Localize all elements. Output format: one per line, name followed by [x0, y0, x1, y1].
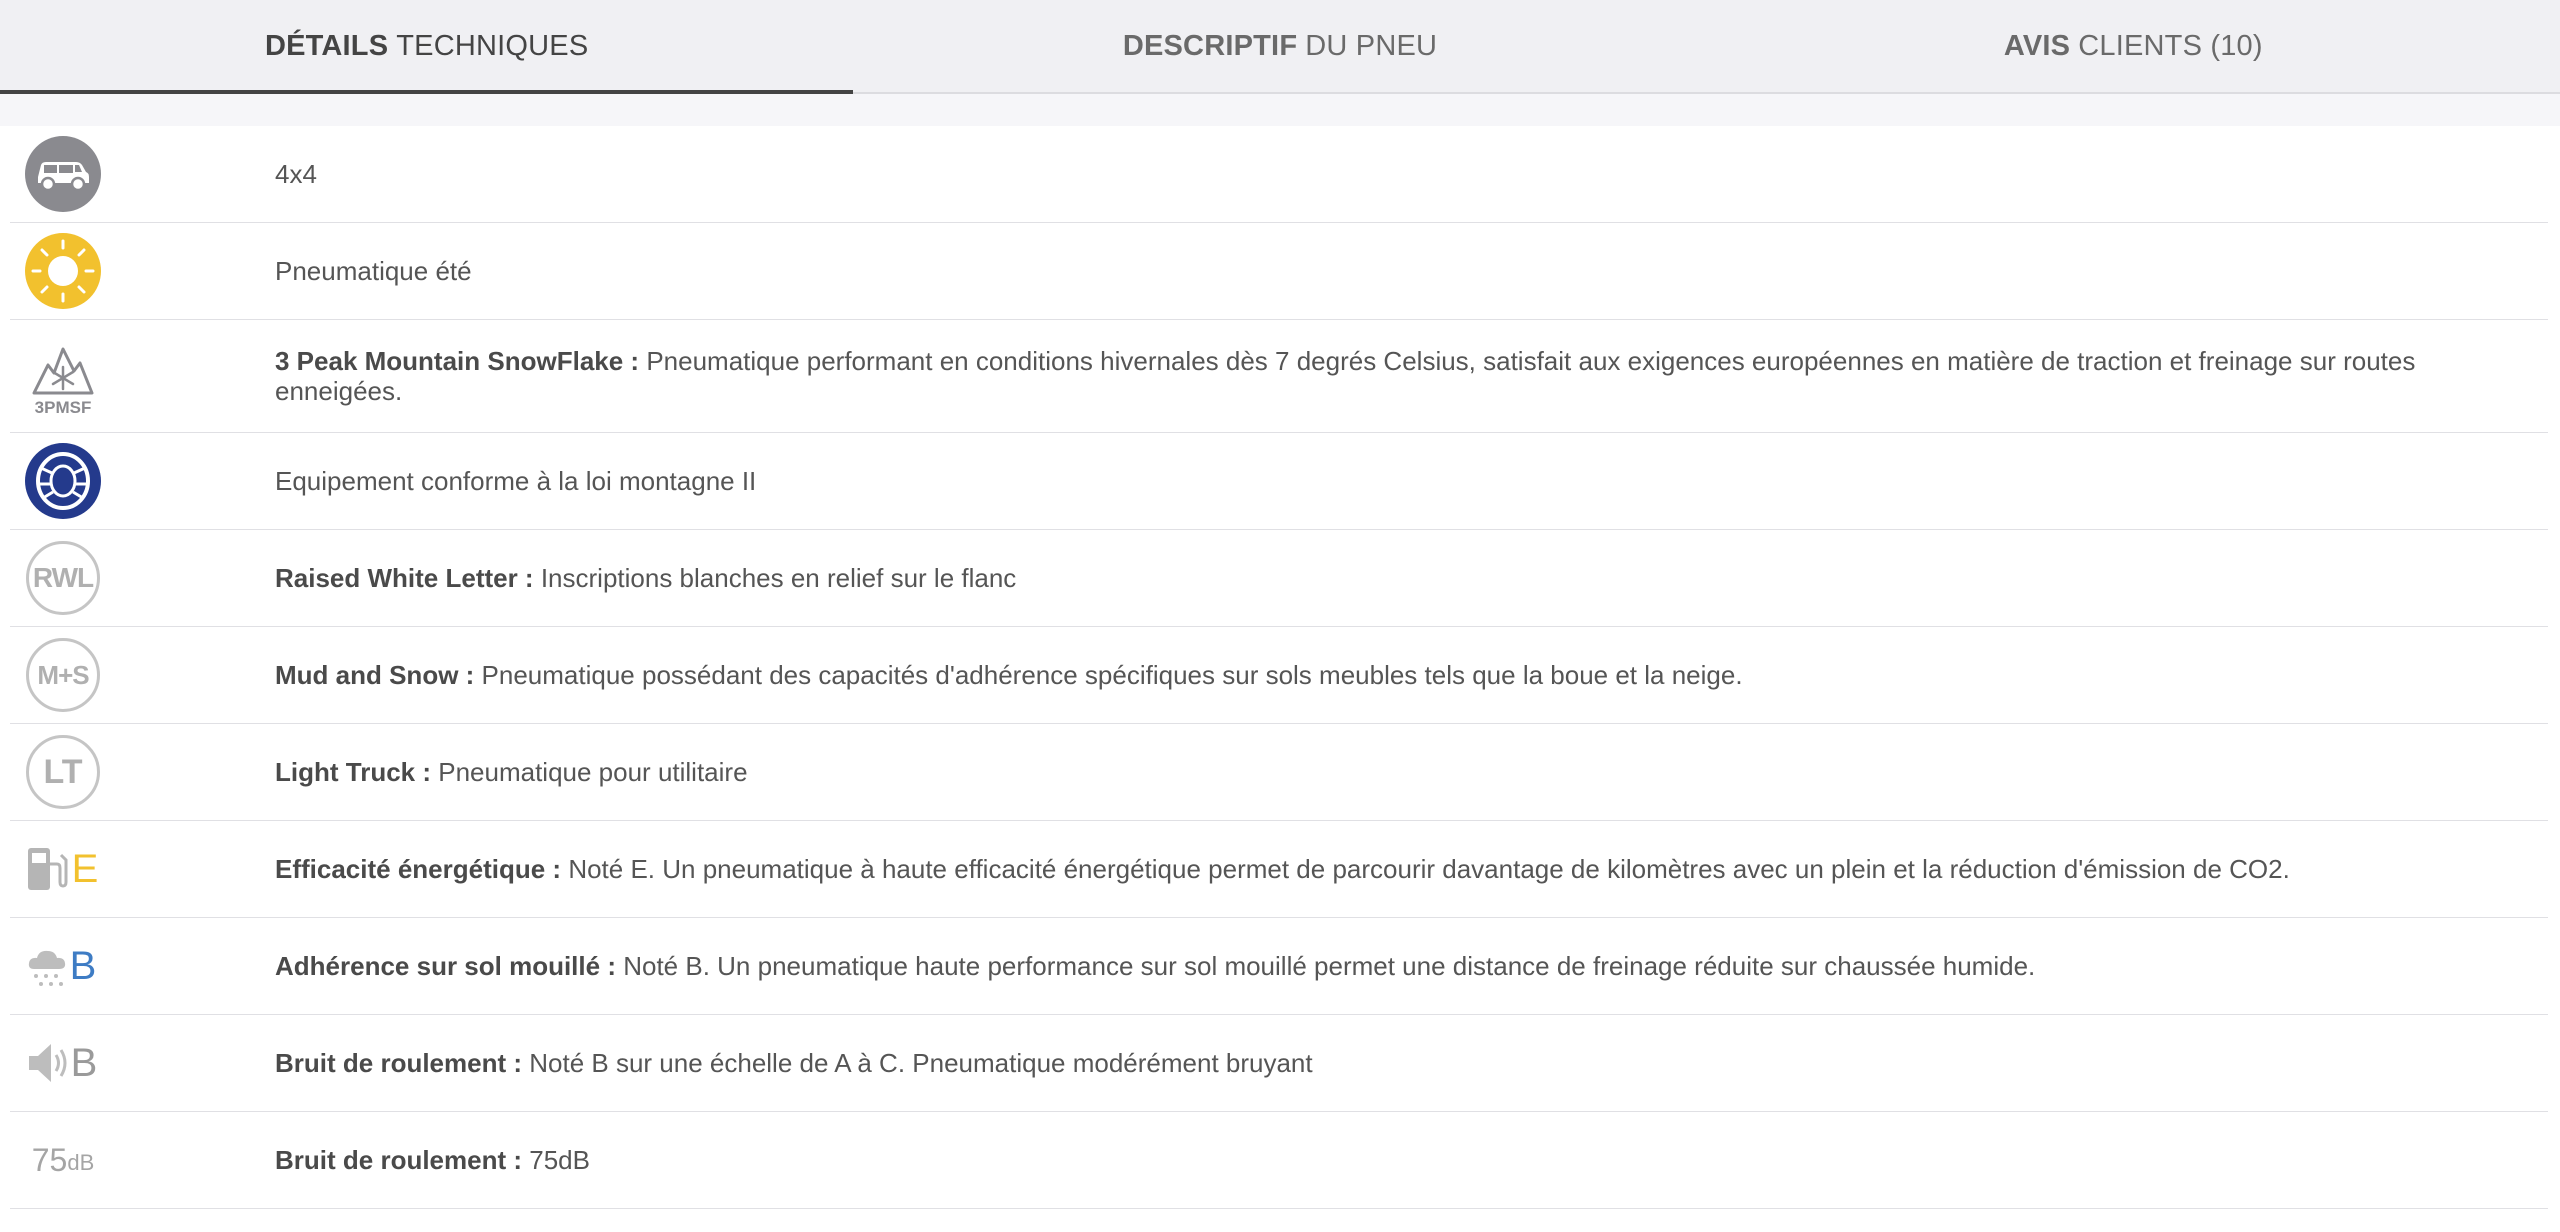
noise-grade: B [70, 1040, 98, 1085]
detail-row-mud-snow [10, 627, 2548, 724]
suv-icon [22, 133, 104, 215]
detail-row-3pmsf [10, 320, 2548, 433]
detail-row-rwl [10, 530, 2548, 627]
tab-descriptif-du-pneu[interactable]: DESCRIPTIF DU PNEU [1122, 29, 1438, 62]
technical-details-list [0, 126, 2560, 1209]
detail-text: Pneumatique été [275, 256, 472, 286]
detail-text: 3 Peak Mountain SnowFlake : Pneumatique performant en conditions hivernales dès 7 degrés Celsius, satisfait aux exigences européennes en matière de traction et freinage sur routes enneigées. [275, 346, 2416, 406]
tab-avis-clients[interactable]: AVIS CLIENTS (10) [2003, 29, 2263, 62]
fuel-pump-icon [22, 828, 104, 910]
mountain-snowflake-icon [22, 335, 104, 417]
rain-cloud-icon [22, 925, 104, 1007]
detail-row-vehicle-type [10, 126, 2548, 223]
energy-grade: E [71, 846, 99, 891]
detail-text: Raised White Letter : Inscriptions blanches en relief sur le flanc [275, 563, 1017, 593]
svg-text:3PMSF: 3PMSF [34, 398, 92, 417]
detail-text: Bruit de roulement : 75dB [275, 1145, 590, 1175]
wet-grade: B [69, 943, 97, 988]
detail-row-noise-db [10, 1112, 2548, 1209]
detail-row-noise-grade [10, 1015, 2548, 1112]
detail-text: Bruit de roulement : Noté B sur une échelle de A à C. Pneumatique modérément bruyant [275, 1048, 1313, 1078]
detail-text: Equipement conforme à la loi montagne II [275, 466, 757, 496]
detail-row-light-truck [10, 724, 2548, 821]
detail-row-energy [10, 821, 2548, 918]
decibel-icon: 75 dB [31, 1141, 95, 1178]
detail-row-season [10, 223, 2548, 320]
mud-snow-icon: M+S [22, 634, 104, 716]
detail-row-wet-grip [10, 918, 2548, 1015]
detail-row-mountain-law [10, 433, 2548, 530]
sun-icon [22, 230, 104, 312]
detail-text: Efficacité énergétique : Noté E. Un pneumatique à haute efficacité énergétique permet de parcourir davantage de kilomètres avec un plein et la réduction d'émission de CO2. [275, 854, 2290, 884]
detail-text: Mud and Snow : Pneumatique possédant des capacités d'adhérence spécifiques sur sols meubles tels que la boue et la neige. [275, 660, 1743, 690]
rwl-icon: RWL [22, 537, 104, 619]
light-truck-icon: LT [22, 731, 104, 813]
detail-text: 4x4 [275, 159, 317, 189]
detail-text: Light Truck : Pneumatique pour utilitaire [275, 757, 748, 787]
speaker-icon [22, 1022, 104, 1104]
detail-text: Adhérence sur sol mouillé : Noté B. Un pneumatique haute performance sur sol mouillé permet une distance de freinage réduite sur chaussée humide. [275, 951, 2036, 981]
tab-details-techniques[interactable]: DÉTAILS TECHNIQUES [0, 0, 853, 92]
tab-content-spacer [0, 94, 2560, 126]
tab-bar [0, 0, 2560, 94]
tire-chain-icon [22, 440, 104, 522]
